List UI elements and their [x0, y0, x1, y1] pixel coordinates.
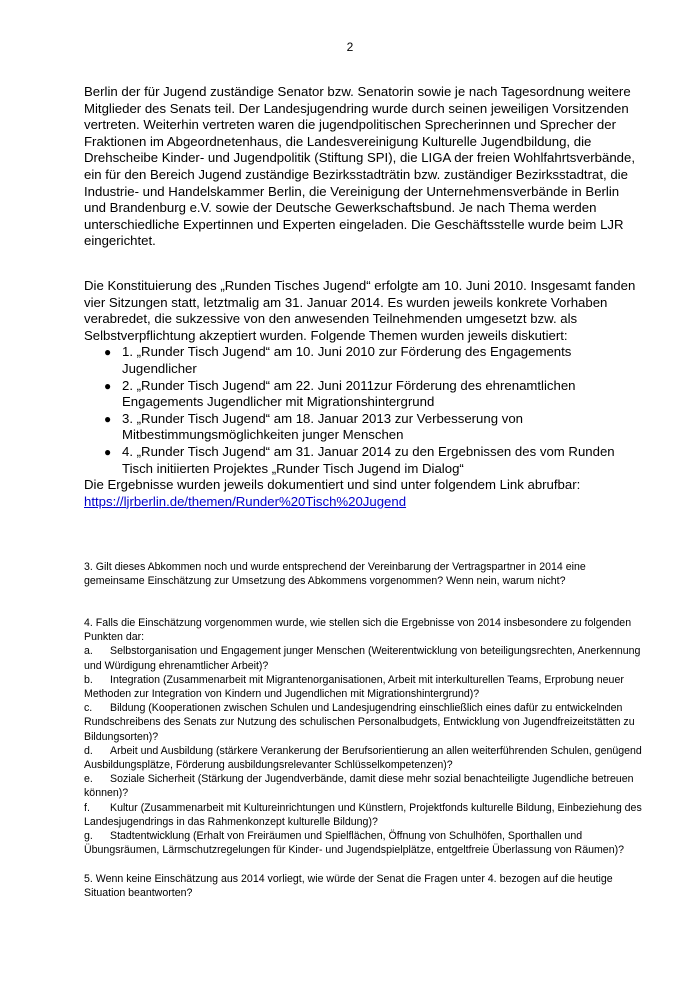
answer-paragraph-1	[84, 84, 644, 250]
question-text: 5. Wenn keine Einschätzung aus 2014 vorliegt, wie würde der Senat die Fragen unter 4. bezogen auf die heutige Situation beantworten?	[84, 873, 613, 900]
list-item-text: 3. „Runder Tisch Jugend“ am 18. Januar 2013 zur Verbesserung von Mitbestimmungsmöglichkeiten junger Menschen	[122, 410, 523, 443]
item-text: Selbstorganisation und Engagement junger Menschen (Weiterentwicklung von beteiligungsrechten, Anerkennung und Würdigung ehrenamtlicher Arbeit)?	[84, 645, 641, 672]
question-item-c	[84, 701, 644, 744]
item-label: g.	[84, 830, 93, 843]
question-item-a	[84, 644, 644, 672]
bullet-icon: ●	[104, 411, 112, 426]
item-label: f.	[84, 801, 90, 814]
item-text: Stadtentwicklung (Erhalt von Freiräumen und Spielflächen, Öffnung von Schulhöfen, Sporthallen und Übungsräumen, Lärmschutzregelungen für Kinder- und Jugendspielplätze, entgeltfreie Überlassung von Räumen)?	[84, 830, 625, 857]
results-text: Die Ergebnisse wurden jeweils dokumentiert und sind unter folgendem Link abrufbar:	[84, 477, 581, 493]
bullet-icon: ●	[104, 378, 112, 393]
item-text: Kultur (Zusammenarbeit mit Kultureinrichtungen und Künstlern, Projektfonds kulturelle Bildung, Einbeziehung des Landesjugendrings in das Rahmenkonzept kulturelle Bildung)?	[84, 801, 642, 828]
bullet-icon: ●	[104, 444, 112, 459]
question-item-g	[84, 829, 644, 857]
item-label: d.	[84, 744, 93, 757]
paragraph-text: Die Konstituierung des „Runden Tisches Jugend“ erfolgte am 10. Juni 2010. Insgesamt fanden vier Sitzungen statt, letztmalig am 31. Januar 2014. Es wurden jeweils konkrete Vorhaben verabredet, die sukzessive von den anwesenden Teilnehmenden umgesetzt bzw. als Selbstverpflichtung akzeptiert wurden. Folgende Themen wurden jeweils diskutiert:	[84, 278, 636, 343]
question-intro: 4. Falls die Einschätzung vorgenommen wurde, wie stellen sich die Ergebnisse von 2014 insbesondere zu folgenden Punkten dar:	[84, 617, 632, 644]
page-number: 2	[346, 40, 354, 54]
item-label: b.	[84, 673, 93, 686]
question-item-d	[84, 744, 644, 772]
question-item-b	[84, 673, 644, 701]
item-label: a.	[84, 645, 93, 658]
list-item-text: 4. „Runder Tisch Jugend“ am 31. Januar 2014 zu den Ergebnissen des vom Runden Tisch initiierten Projektes „Runder Tisch Jugend im Dialog“	[122, 443, 615, 476]
question-item-e	[84, 772, 644, 800]
item-text: Soziale Sicherheit (Stärkung der Jugendverbände, damit diese mehr sozial benachteiligte Jugendliche betreuen können)?	[84, 773, 634, 800]
list-item-text: 1. „Runder Tisch Jugend“ am 10. Juni 2010 zur Förderung des Engagements Jugendlicher	[122, 344, 572, 376]
question-3	[84, 560, 644, 588]
list-item	[84, 411, 644, 444]
question-5	[84, 872, 644, 900]
question-4	[84, 616, 644, 857]
question-item-f	[84, 801, 644, 829]
list-item	[84, 444, 644, 477]
list-item-text: 2. „Runder Tisch Jugend“ am 22. Juni 2011zur Förderung des ehrenamtlichen Engagements Jugendlicher mit Migrationshintergrund	[122, 377, 576, 410]
item-text: Bildung (Kooperationen zwischen Schulen und Landesjugendring einschließlich eines dafür zu entwickelnden Rundschreibens des Senats zur Nutzung des schulischen Personalbudgets, Entwicklung von Jugendfreizeitstätten zu Bildungsorten)?	[84, 702, 635, 743]
topics-list	[84, 344, 644, 477]
list-item	[84, 344, 644, 377]
paragraph-text: Berlin der für Jugend zuständige Senator bzw. Senatorin sowie je nach Tagesordnung weitere Mitglieder des Senats teil. Der Landesjugendring wurde durch seinen jeweiligen Vorsitzenden vertreten. Weiterhin vertreten waren die jugendpolitischen Sprecherinnen und Sprecher der Fraktionen im Abgeordnetenhaus, die Landesvereinigung Kulturelle Jugendbildung, die Drehscheibe Kinder- und Jugendpolitik (Stiftung SPI), die LIGA der freien Wohlfahrtsverbände, ein für den Bereich Jugend zuständige Bezirksstadträtin bzw. zuständiger Bezirksstadtrat, die Industrie- und Handelskammer Berlin, die Vereinigung der Unternehmensverbände in Berlin und Brandenburg e.V. sowie der Deutsche Gewerkschaftsbund. Je nach Thema werden unterschiedliche Expertinnen und Experten eingeladen. Die Geschäftsstelle wurde beim LJR eingerichtet.	[84, 84, 636, 249]
question-text: 3. Gilt dieses Abkommen noch und wurde entsprechend der Vereinbarung der Vertragspartner in 2014 eine gemeinsame Einschätzung zur Umsetzung des Abkommens vorgenommen? Wenn nein, warum nicht?	[84, 561, 586, 588]
list-item	[84, 378, 644, 411]
item-label: e.	[84, 773, 93, 786]
bullet-icon: ●	[104, 345, 112, 360]
results-link[interactable]: https://ljrberlin.de/themen/Runder%20Tisch%20Jugend	[84, 493, 407, 509]
answer-paragraph-2	[84, 278, 644, 510]
item-label: c.	[84, 702, 93, 715]
item-text: Integration (Zusammenarbeit mit Migrantenorganisationen, Arbeit mit interkulturellen Teams, Erprobung neuer Methoden zur Integration von Kindern und Jugendlichen mit Migrationshintergrund)?	[84, 673, 624, 701]
item-text: Arbeit und Ausbildung (stärkere Verankerung der Berufsorientierung an allen weiterführenden Schulen, genügend Ausbildungsplätze, Förderung ausbildungsrelevanter Schlüsselkompetenzen)?	[84, 744, 642, 772]
